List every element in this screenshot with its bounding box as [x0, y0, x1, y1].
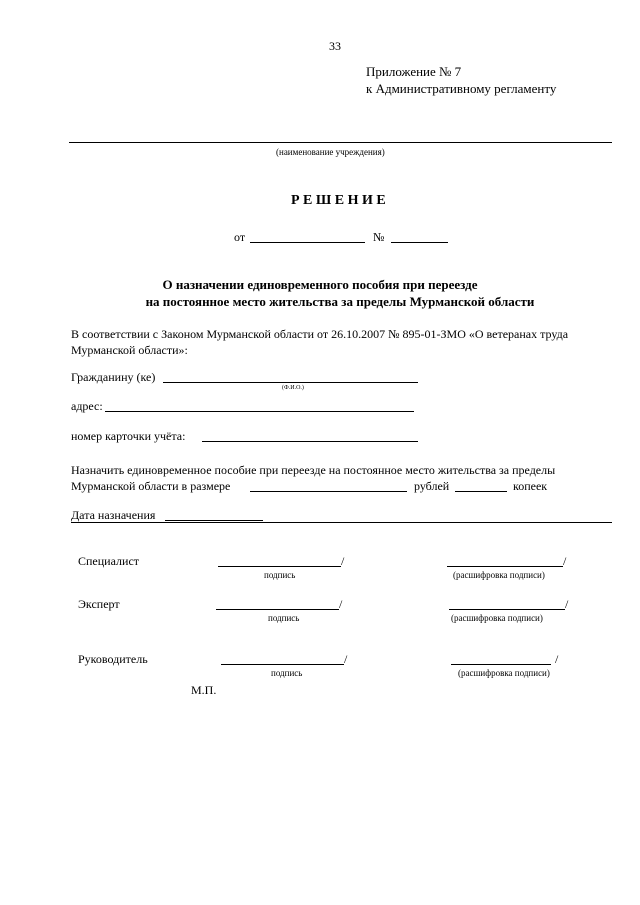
number-label: №: [373, 230, 385, 244]
card-label: номер карточки учёта:: [71, 429, 186, 443]
institution-caption: (наименование учреждения): [276, 147, 385, 157]
heading-line-2: на постоянное место жительства за пределы Мурманской области: [145, 294, 535, 309]
heading-line-1: О назначении единовременного пособия при переезде: [162, 277, 478, 292]
kopecks-label: копеек: [513, 479, 548, 493]
stamp-label: М.П.: [191, 683, 217, 697]
assign-date-label: Дата назначения: [71, 508, 156, 522]
head-label: Руководитель: [78, 652, 148, 666]
date-label: от: [234, 230, 246, 244]
head-decode-slash: /: [555, 652, 559, 666]
basis-line-1: В соответствии с Законом Мурманской области от 26.10.2007 № 895-01-ЗМО «О ветеранах труда: [71, 327, 569, 341]
amount-kopecks-field[interactable]: [455, 491, 507, 492]
institution-line[interactable]: [69, 142, 612, 143]
citizen-name-field[interactable]: [163, 382, 418, 383]
decision-title: Р Е Ш Е Н И Е: [291, 193, 386, 208]
assign-line-1: Назначить единовременное пособие при переезде на постоянное место жительства за пределы: [71, 463, 556, 477]
head-sign-field[interactable]: [221, 664, 344, 665]
assign-date-field[interactable]: [165, 520, 263, 521]
specialist-decode-caption: (расшифровка подписи): [453, 570, 545, 580]
head-decode-caption: (расшифровка подписи): [458, 668, 550, 678]
specialist-sign-field[interactable]: [218, 566, 341, 567]
citizen-label: Гражданину (ке): [71, 370, 156, 384]
expert-sign-field[interactable]: [216, 609, 339, 610]
assign-date-rule: [71, 522, 612, 523]
appendix-line-1: Приложение № 7: [366, 64, 462, 79]
specialist-decode-slash: /: [563, 554, 567, 568]
address-field[interactable]: [105, 411, 414, 412]
specialist-sign-caption: подпись: [264, 570, 296, 580]
expert-slash: /: [339, 597, 343, 611]
basis-line-2: Мурманской области»:: [71, 343, 188, 357]
fio-caption: (Ф.И.О.): [282, 385, 304, 391]
head-slash: /: [344, 652, 348, 666]
page-number: 33: [329, 39, 341, 53]
head-sign-caption: подпись: [271, 668, 303, 678]
address-label: адрес:: [71, 399, 103, 413]
rubles-label: рублей: [414, 479, 450, 493]
expert-sign-caption: подпись: [268, 613, 300, 623]
card-number-field[interactable]: [202, 441, 418, 442]
specialist-decode-field[interactable]: [447, 566, 563, 567]
date-field[interactable]: [250, 242, 365, 243]
expert-decode-slash: /: [565, 597, 569, 611]
amount-rubles-field[interactable]: [250, 491, 407, 492]
expert-decode-caption: (расшифровка подписи): [451, 613, 543, 623]
head-decode-field[interactable]: [451, 664, 551, 665]
specialist-slash: /: [341, 554, 345, 568]
expert-decode-field[interactable]: [449, 609, 565, 610]
specialist-label: Специалист: [78, 554, 140, 568]
expert-label: Эксперт: [78, 597, 120, 611]
number-field[interactable]: [391, 242, 448, 243]
appendix-line-2: к Административному регламенту: [366, 81, 557, 96]
assign-line-2-prefix: Мурманской области в размере: [71, 479, 231, 493]
